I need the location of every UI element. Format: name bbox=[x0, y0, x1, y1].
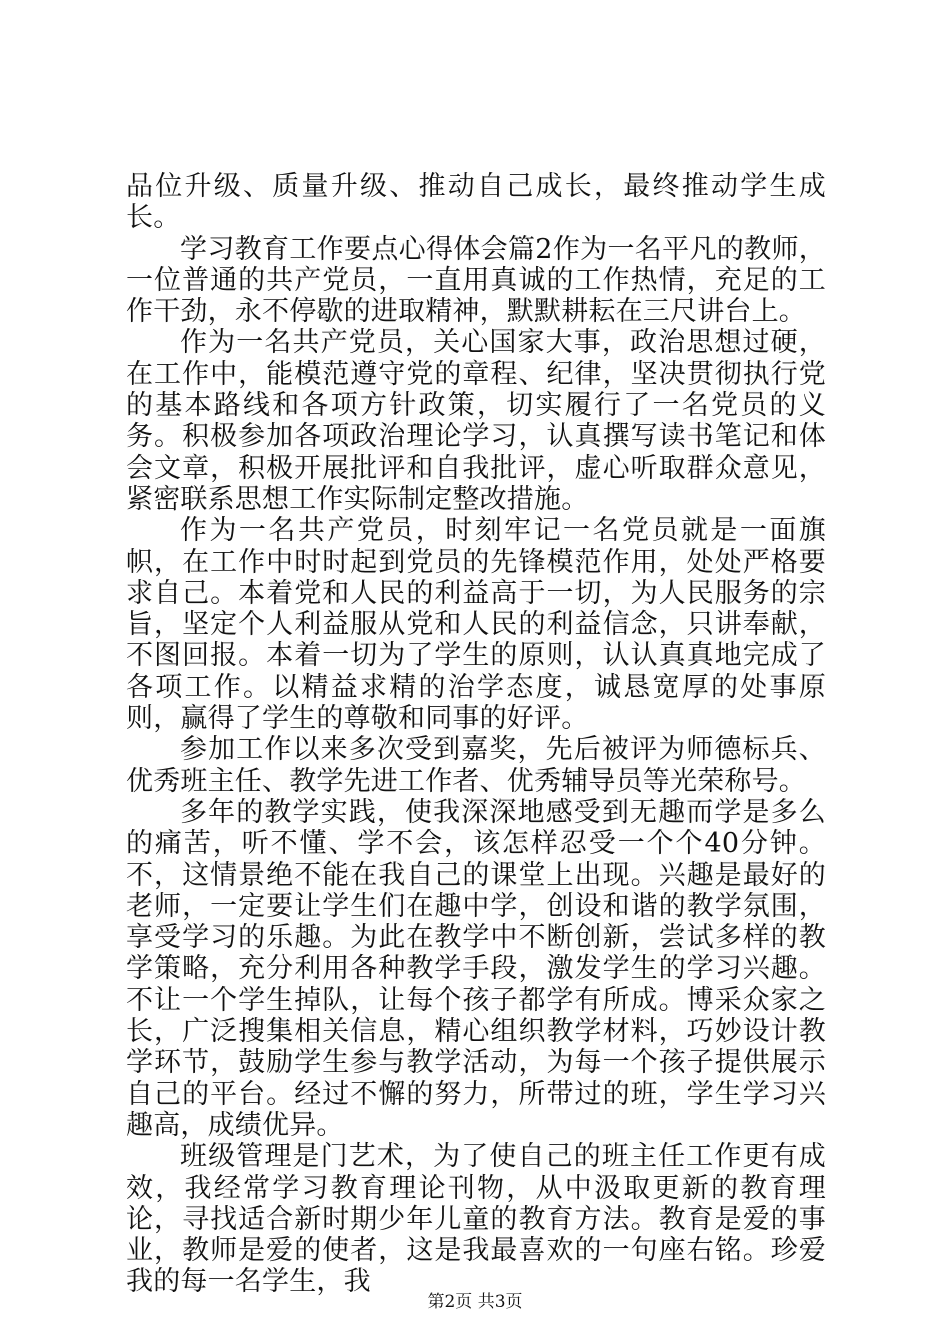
paragraph-7: 班级管理是门艺术，为了使自己的班主任工作更有成效，我经常学习教育理论刊物，从中汲取更新的教育理论，寻找适合新时期少年儿童的教育方法。教育是爱的事业，教师是爱的使者，这是我最喜欢的一句座右铭。珍爱我的每一名学生，我 bbox=[126, 1141, 826, 1298]
paragraph-5: 参加工作以来多次受到嘉奖，先后被评为师德标兵、优秀班主任、教学先进工作者、优秀辅导员等光荣称号。 bbox=[126, 734, 826, 797]
paragraph-6: 多年的教学实践，使我深深地感受到无趣而学是多么的痛苦，听不懂、学不会，该怎样忍受一个个40分钟。不，这情景绝不能在我自己的课堂上出现。兴趣是最好的老师，一定要让学生们在趣中学，创设和谐的教学氛围，享受学习的乐趣。为此在教学中不断创新，尝试多样的教学策略，充分利用各种教学手段，激发学生的学习兴趣。不让一个学生掉队，让每个孩子都学有所成。博采众家之长，广泛搜集相关信息，精心组织教学材料，巧妙设计教学环节，鼓励学生参与教学活动，为每一个孩子提供展示自己的平台。经过不懈的努力，所带过的班，学生学习兴趣高，成绩优异。 bbox=[126, 796, 826, 1141]
body-text bbox=[126, 171, 826, 1298]
paragraph-3: 作为一名共产党员，关心国家大事，政治思想过硬，在工作中，能模范遵守党的章程、纪律，坚决贯彻执行党的基本路线和各项方针政策，切实履行了一名党员的义务。积极参加各项政治理论学习，认真撰写读书笔记和体会文章，积极开展批评和自我批评，虚心听取群众意见，紧密联系思想工作实际制定整改措施。 bbox=[126, 327, 826, 515]
paragraph-2: 学习教育工作要点心得体会篇2作为一名平凡的教师，一位普通的共产党员，一直用真诚的工作热情，充足的工作干劲，永不停歇的进取精神，默默耕耘在三尺讲台上。 bbox=[126, 233, 826, 328]
page-number-footer: 第2页 共3页 bbox=[427, 1292, 523, 1312]
paragraph-4: 作为一名共产党员，时刻牢记一名党员就是一面旗帜，在工作中时时起到党员的先锋模范作用，处处严格要求自己。本着党和人民的利益高于一切，为人民服务的宗旨，坚定个人利益服从党和人民的利益信念，只讲奉献，不图回报。本着一切为了学生的原则，认认真真地完成了各项工作。以精益求精的治学态度，诚恳宽厚的处事原则，赢得了学生的尊敬和同事的好评。 bbox=[126, 515, 826, 735]
paragraph-continued: 品位升级、质量升级、推动自己成长，最终推动学生成长。 bbox=[126, 171, 826, 234]
